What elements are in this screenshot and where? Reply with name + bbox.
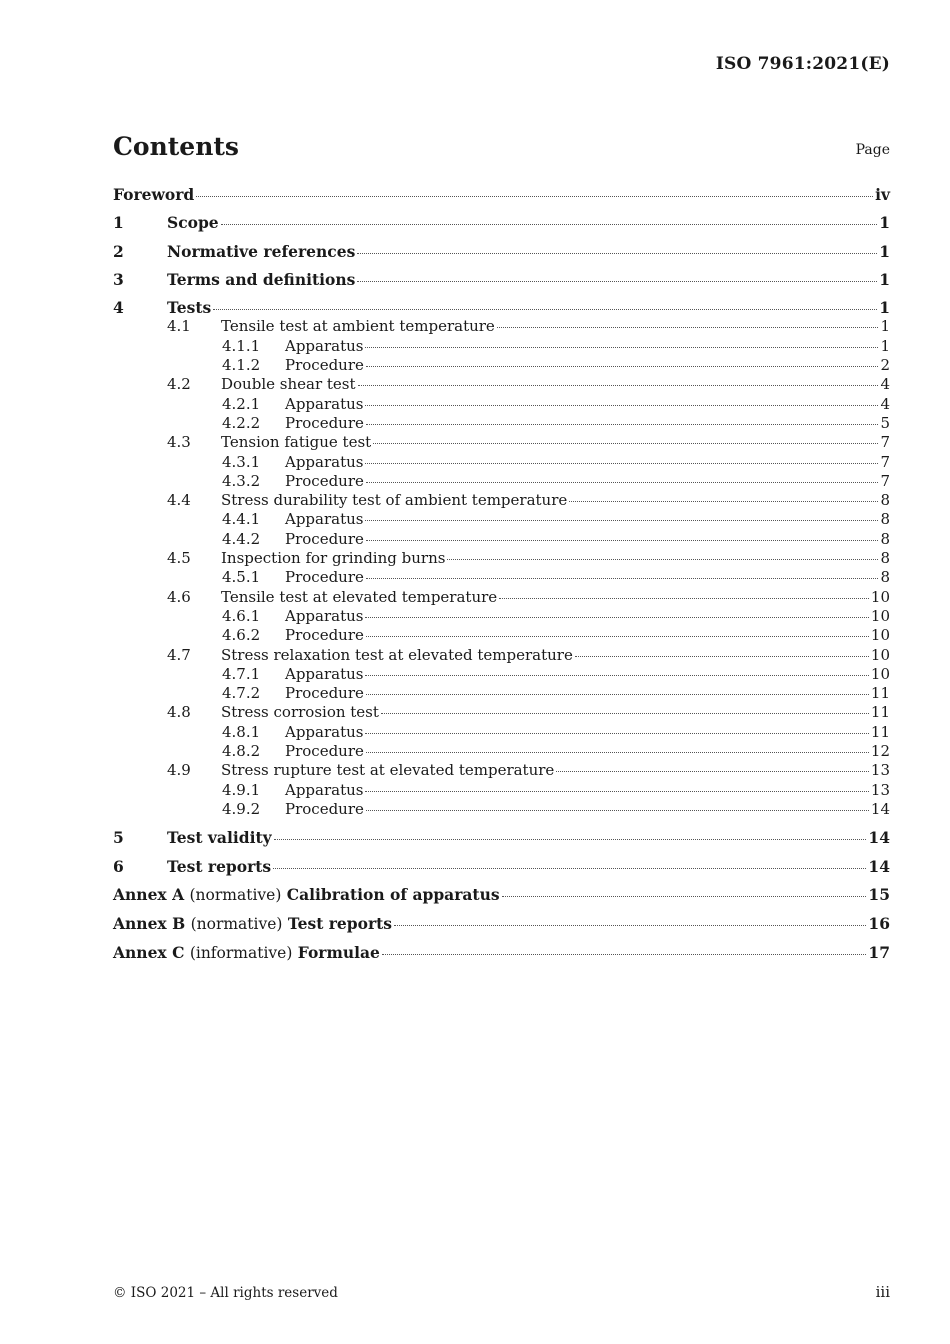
toc-entry-number: 4.6.2 [222, 626, 261, 645]
dot-leader [497, 327, 879, 328]
toc-entry-title: Double shear test [221, 375, 356, 394]
toc-entry-title: Apparatus [285, 664, 364, 683]
toc-entry-number: 4.3 [167, 433, 191, 452]
toc-entry-number: 4.4.2 [222, 529, 261, 548]
dot-leader [502, 896, 867, 897]
toc-entry-title: Stress durability test of ambient temperature [221, 491, 568, 510]
dot-leader [575, 656, 869, 657]
toc-entry-number: 4.4.1 [222, 510, 261, 529]
toc-entry[interactable] [113, 395, 890, 414]
toc-entry-number: 4.9 [167, 761, 191, 780]
toc-entry[interactable] [113, 414, 890, 433]
annex-title: Calibration of apparatus [286, 884, 500, 904]
toc-entry[interactable] [113, 433, 890, 452]
toc-entry[interactable] [113, 703, 890, 722]
dot-leader [358, 385, 879, 386]
toc-entry-page: 10 [870, 606, 890, 625]
dot-leader [381, 713, 869, 714]
dot-leader [221, 224, 878, 225]
annex-label: Annex C [113, 943, 185, 963]
toc-entry[interactable] [113, 626, 890, 645]
toc-entry[interactable] [113, 588, 890, 607]
toc-entry-number: 4.8.1 [222, 722, 261, 741]
toc-annex-entry[interactable] [113, 943, 890, 963]
toc-entry[interactable] [113, 337, 890, 356]
toc-entry-page: 1 [879, 213, 890, 233]
toc-entry[interactable] [113, 317, 890, 336]
document-code: ISO 7961:2021(E) [715, 54, 890, 74]
annex-kind: (normative) [190, 915, 283, 934]
dot-leader [569, 501, 878, 502]
toc-entry-title: Terms and definitions [167, 269, 356, 289]
toc-entry-title: Inspection for grinding burns [221, 549, 446, 568]
toc-entry[interactable] [113, 568, 890, 587]
toc-entry-page: 8 [880, 510, 890, 529]
toc-entry[interactable] [113, 857, 890, 876]
toc-entry-page: iv [875, 185, 890, 204]
dot-leader [357, 253, 877, 254]
toc-entry[interactable] [113, 472, 890, 491]
dot-leader [447, 559, 878, 560]
toc-entry-number: 4.1 [167, 317, 191, 336]
toc-entry-title: Apparatus [285, 722, 364, 741]
dot-leader [273, 868, 866, 869]
toc-entry-number: 4 [113, 298, 124, 318]
toc-entry-page: 7 [880, 452, 890, 471]
toc-entry-title: Apparatus [285, 606, 364, 625]
toc-entry-page: 8 [880, 491, 890, 510]
dot-leader [366, 366, 879, 367]
toc-entry-number: 4.9.2 [222, 799, 261, 818]
toc-entry[interactable] [113, 298, 890, 317]
toc-entry-number: 4.5 [167, 549, 191, 568]
toc-entry-number: 4.9.1 [222, 780, 261, 799]
dot-leader [365, 463, 878, 464]
toc-annex-entry[interactable] [113, 885, 890, 905]
toc-entry-title: Procedure [285, 356, 364, 375]
toc-entry-title: Tensile test at elevated temperature [221, 587, 498, 606]
dot-leader [365, 405, 878, 406]
toc-entry[interactable] [113, 375, 890, 394]
toc-entry-number: 1 [113, 213, 124, 233]
toc-entry[interactable] [113, 213, 890, 232]
toc-entry-page: 10 [870, 626, 890, 645]
toc-entry-page: 10 [870, 645, 890, 664]
toc-entry[interactable] [113, 185, 890, 204]
dot-leader [366, 424, 879, 425]
toc-entry-number: 4.8 [167, 703, 191, 722]
toc-entry-number: 6 [113, 856, 124, 876]
toc-entry-title: Procedure [285, 529, 364, 548]
toc-entry-number: 4.3.2 [222, 471, 261, 490]
toc-entry-title: Procedure [285, 742, 364, 761]
dot-leader [366, 540, 879, 541]
toc-entry-title: Apparatus [285, 780, 364, 799]
toc-entry-title: Tests [167, 298, 212, 318]
page-column-label: Page [855, 142, 890, 158]
toc-entry-number: 2 [113, 241, 124, 261]
toc-entry-title: Procedure [285, 626, 364, 645]
toc-entry-page: 2 [880, 356, 890, 375]
toc-entry-page: 13 [870, 761, 890, 780]
toc-entry-page: 14 [868, 856, 890, 876]
toc-entry-title: Procedure [285, 413, 364, 432]
toc-entry-number: 4.6.1 [222, 606, 261, 625]
dot-leader [394, 925, 866, 926]
toc-entry[interactable] [113, 781, 890, 800]
toc-entry-number: 4.6 [167, 587, 191, 606]
toc-entry[interactable] [113, 665, 890, 684]
toc-entry[interactable] [113, 242, 890, 261]
toc-entry-page: 11 [870, 703, 890, 722]
annex-kind: (normative) [189, 885, 282, 904]
dot-leader [382, 954, 867, 955]
toc-entry-page: 11 [870, 722, 890, 741]
toc-entry-title: Apparatus [285, 394, 364, 413]
toc-entry-number: 3 [113, 269, 124, 289]
toc-entry[interactable] [113, 549, 890, 568]
annex-title: Test reports [287, 914, 393, 934]
footer-copyright: © ISO 2021 – All rights reserved [113, 1285, 338, 1301]
toc-entry-title [113, 943, 380, 963]
toc-entry-page: 10 [870, 587, 890, 606]
toc-entry-title: Test reports [167, 856, 272, 876]
toc-entry-title: Stress rupture test at elevated temperature [221, 761, 555, 780]
annex-kind: (informative) [189, 944, 293, 963]
toc-entry-number: 4.5.1 [222, 568, 261, 587]
toc-entry-page: 11 [870, 684, 890, 703]
toc-entry-page: 17 [868, 943, 890, 963]
toc-entry[interactable] [113, 356, 890, 375]
toc-entry-title: Apparatus [285, 510, 364, 529]
dot-leader [365, 791, 868, 792]
toc-entry-page: 14 [868, 828, 890, 848]
toc-entry-page: 13 [870, 780, 890, 799]
toc-entry-page: 8 [880, 568, 890, 587]
dot-leader [365, 675, 868, 676]
toc-entry-page: 8 [880, 549, 890, 568]
toc-entry[interactable] [113, 510, 890, 529]
toc-entry-number: 4.7 [167, 645, 191, 664]
toc-entry-page: 10 [870, 664, 890, 683]
toc-entry-page: 15 [868, 884, 890, 904]
toc-entry[interactable] [113, 453, 890, 472]
toc-entry[interactable] [113, 270, 890, 289]
toc-entry-page: 4 [880, 394, 890, 413]
toc-entry-page: 1 [879, 298, 890, 318]
toc-entry-title: Scope [167, 213, 219, 233]
table-of-contents [113, 185, 890, 964]
toc-entry-title: Procedure [285, 799, 364, 818]
toc-entry[interactable] [113, 723, 890, 742]
toc-entry-page: 7 [880, 471, 890, 490]
toc-entry-title: Procedure [285, 471, 364, 490]
dot-leader [366, 578, 879, 579]
annex-label: Annex A [113, 884, 185, 904]
toc-entry-number: 4.4 [167, 491, 191, 510]
toc-entry-page: 1 [880, 317, 890, 336]
dot-leader [357, 281, 877, 282]
toc-entry-number: 4.2 [167, 375, 191, 394]
dot-leader [365, 347, 878, 348]
dot-leader [366, 636, 869, 637]
dot-leader [196, 196, 873, 197]
toc-entry-page: 12 [870, 742, 890, 761]
toc-entry-page: 5 [880, 413, 890, 432]
toc-entry-title: Tensile test at ambient temperature [221, 317, 495, 336]
toc-entry-page: 7 [880, 433, 890, 452]
dot-leader [365, 617, 868, 618]
toc-entry-title: Apparatus [285, 336, 364, 355]
toc-entry-page: 1 [880, 336, 890, 355]
dot-leader [366, 482, 879, 483]
toc-entry-title: Stress corrosion test [221, 703, 379, 722]
toc-entry-page: 14 [870, 799, 890, 818]
toc-entry-title [113, 885, 500, 905]
contents-title: Contents [113, 132, 240, 161]
toc-entry-title: Tension fatigue test [221, 433, 372, 452]
toc-entry[interactable] [113, 646, 890, 665]
toc-entry-number: 4.2.2 [222, 413, 261, 432]
toc-entry-page: 1 [879, 269, 890, 289]
toc-entry[interactable] [113, 684, 890, 703]
dot-leader [366, 810, 869, 811]
toc-entry-page: 8 [880, 529, 890, 548]
toc-entry-page: 4 [880, 375, 890, 394]
annex-label: Annex B [113, 914, 186, 934]
toc-entry-title: Test validity [167, 828, 272, 848]
footer-page-number: iii [875, 1283, 890, 1301]
dot-leader [373, 443, 878, 444]
dot-leader [366, 752, 869, 753]
toc-entry[interactable] [113, 530, 890, 549]
toc-annex-entry[interactable] [113, 914, 890, 934]
toc-entry[interactable] [113, 742, 890, 761]
toc-entry-number: 4.1.1 [222, 336, 261, 355]
toc-entry-title: Stress relaxation test at elevated temperature [221, 645, 573, 664]
toc-entry[interactable] [113, 491, 890, 510]
dot-leader [499, 598, 869, 599]
toc-entry[interactable] [113, 828, 890, 847]
dot-leader [365, 733, 868, 734]
toc-entry-page: 1 [879, 241, 890, 261]
toc-entry-title: Foreword [113, 185, 195, 204]
dot-leader [556, 771, 869, 772]
toc-entry-number: 4.1.2 [222, 356, 261, 375]
toc-entry-title: Procedure [285, 568, 364, 587]
toc-entry[interactable] [113, 800, 890, 819]
toc-entry-title [113, 914, 392, 934]
toc-entry[interactable] [113, 607, 890, 626]
dot-leader [366, 694, 869, 695]
toc-entry[interactable] [113, 761, 890, 780]
toc-entry-number: 4.8.2 [222, 742, 261, 761]
toc-entry-number: 4.2.1 [222, 394, 261, 413]
toc-entry-title: Normative references [167, 241, 356, 261]
dot-leader [274, 839, 867, 840]
toc-entry-number: 4.7.2 [222, 684, 261, 703]
toc-entry-number: 4.7.1 [222, 664, 261, 683]
toc-entry-page: 16 [868, 914, 890, 934]
dot-leader [213, 309, 877, 310]
toc-entry-title: Procedure [285, 684, 364, 703]
toc-entry-number: 4.3.1 [222, 452, 261, 471]
toc-entry-number: 5 [113, 828, 124, 848]
toc-entry-title: Apparatus [285, 452, 364, 471]
dot-leader [365, 520, 878, 521]
annex-title: Formulae [297, 943, 380, 963]
